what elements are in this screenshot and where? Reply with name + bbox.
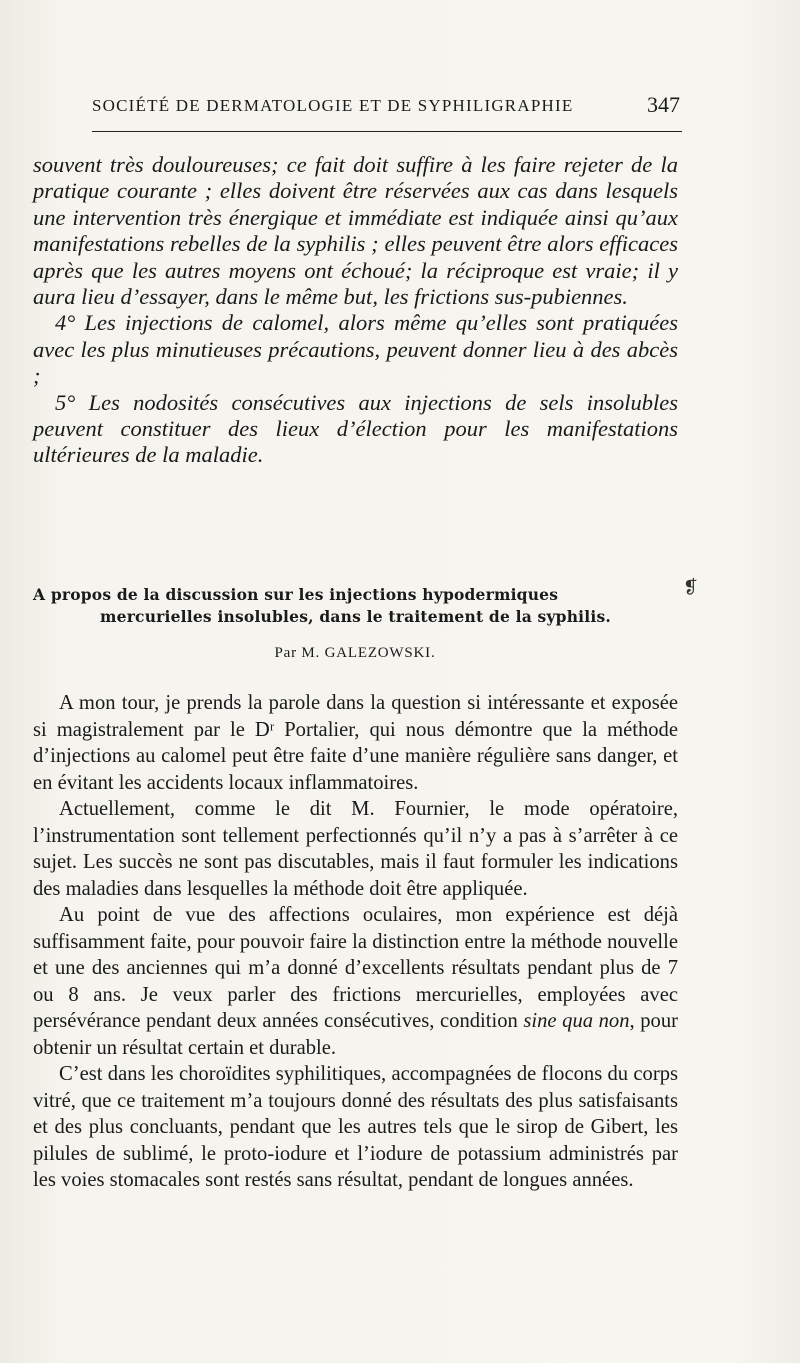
page-header xyxy=(92,92,682,126)
body-paragraph-3-text-b: , pour obtenir un résultat certain et durable. xyxy=(33,1010,678,1059)
body-paragraph-3 xyxy=(33,902,678,1061)
section-title-line-1: A propos de la discussion sur les injections hypodermiques xyxy=(33,585,559,604)
page-number: 347 xyxy=(647,92,680,117)
body-paragraph-2: Actuellement, comme le dit M. Fournier, le mode opératoire, l’instrumentation sont tellement perfectionnés qu’il n’y a pas à s’arrêter à ce sujet. Les succès ne sont pas discutables, mais il faut formuler les indications des maladies dans lesquelles la méthode doit être appliquée. xyxy=(33,798,678,900)
conclusion-paragraph-continued: souvent très douloureuses; ce fait doit suffire à les faire rejeter de la pratique courante ; elles doivent être réservées aux cas dans lesquels une intervention très énergique et immédiate est indiquée ainsi qu’aux manifestations rebelles de la syphilis ; elles peuvent être alors efficaces après que les autres moyens ont échoué; la réciproque est vraie; il y aura lieu d’essayer, dans le même but, les frictions sus-pubiennes. xyxy=(33,152,678,310)
body-paragraph-3-text-a: Au point de vue des affections oculaires, mon expérience est déjà suffisamment faite, pour pouvoir faire la distinction entre la méthode nouvelle et une des anciennes qui m’a donné d’excellents résultats pendant plus de 7 ou 8 ans. Je veux parler des frictions mercurielles, employées avec persévérance pendant deux années consécutives, condition xyxy=(33,904,678,1032)
body-paragraph-4: C’est dans les choroïdites syphilitiques, accompagnées de flocons du corps vitré, que ce traitement m’a toujours donné des résultats des plus satisfaisants et des plus concluants, pendant que les autres tels que le sirop de Gibert, les pilules de sublimé, le proto-iodure et l’iodure de potassium administrés par les voies stomacales sont restés sans résultat, pendant de longues années. xyxy=(33,1063,678,1191)
header-rule xyxy=(92,131,682,132)
latin-phrase: sine qua non xyxy=(523,1010,630,1032)
section-title-line-2: mercurielles insolubles, dans le traitement de la syphilis. xyxy=(100,607,611,626)
author-byline: Par M. GALEZOWSKI. xyxy=(274,645,436,661)
running-title: SOCIÉTÉ DE DERMATOLOGIE ET DE SYPHILIGRAPHIE xyxy=(92,96,574,115)
margin-mark-icon: ❡ xyxy=(683,577,699,598)
conclusion-item-4: 4° Les injections de calomel, alors même qu’elles sont pratiquées avec les plus minutieuses précautions, peuvent donner lieu à des abcès ; xyxy=(33,310,678,389)
conclusion-item-5: 5° Les nodosités consécutives aux injections de sels insolubles peuvent constituer des lieux d’élection pour les manifestations ultérieures de la maladie. xyxy=(33,389,678,468)
body-paragraph-1: A mon tour, je prends la parole dans la question si intéressante et exposée si magistralement par le Dʳ Portalier, qui nous démontre que la méthode d’injections au calomel peut être faite d’une manière régulière sans danger, et en évitant les accidents locaux inflammatoires. xyxy=(33,692,678,794)
section-title xyxy=(33,584,678,628)
conclusions-block xyxy=(33,152,678,469)
article-body xyxy=(33,690,678,1194)
